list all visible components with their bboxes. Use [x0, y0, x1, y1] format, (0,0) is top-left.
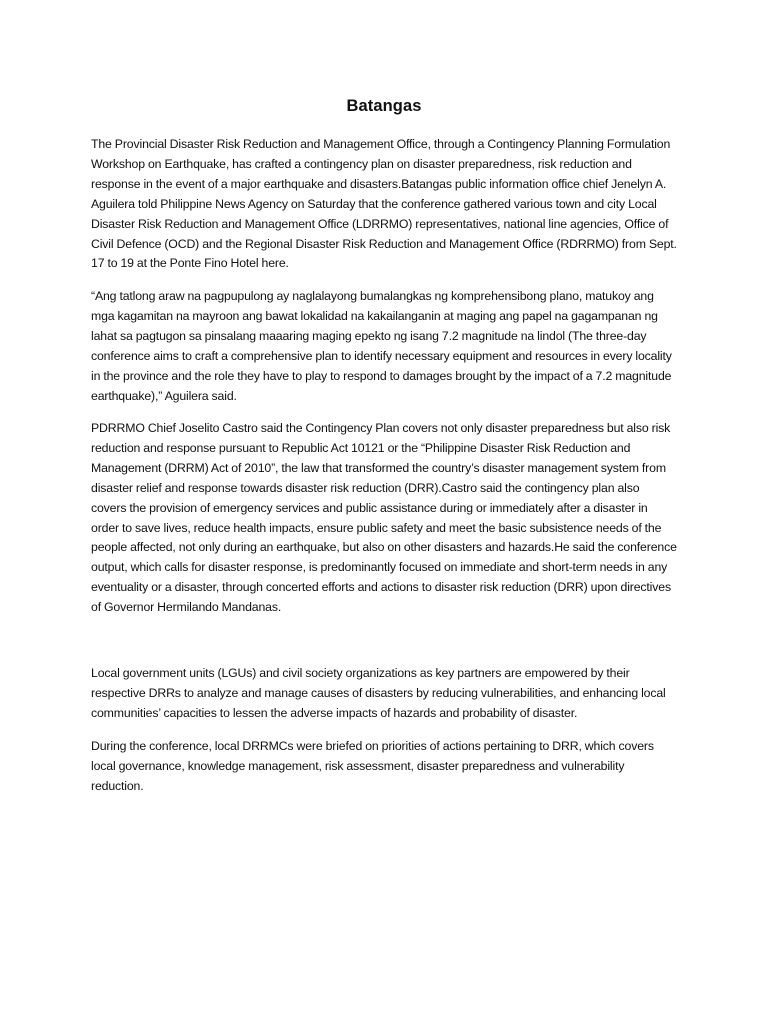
paragraph-5: During the conference, local DRRMCs were briefed on priorities of actions pertaining to DRR, which covers local governance, knowledge management, risk assessment, disaster preparedness and vulnerability reduction. — [91, 739, 654, 793]
paragraph-3: PDRRMO Chief Joselito Castro said the Contingency Plan covers not only disaster preparedness but also risk reduction and response pursuant to Republic Act 10121 or the “Philippine Disaster Risk Reduction and Management (DRRM) Act of 2010”, the law that transformed the country’s disaster management system from disaster relief and response towards disaster risk reduction (DRR).Castro said the contingency plan also covers the provision of emergency services and public assistance during or immediately after a disaster in order to save lives, reduce health impacts, ensure public safety and meet the basic subsistence needs of the people affected, not only during an earthquake, but also on other disasters and hazards.He said the conference output, which calls for disaster response, is predominantly focused on immediate and short-term needs in any eventuality or a disaster, through concerted efforts and actions to disaster risk reduction (DRR) upon directives of Governor Hermilando Mandanas. — [91, 421, 677, 615]
paragraph-4: Local government units (LGUs) and civil society organizations as key partners are empowered by their respective DRRs to analyze and manage causes of disasters by reducing vulnerabilities, and enhancing local communities’ capacities to lessen the adverse impacts of hazards and probability of disaster. — [91, 666, 666, 720]
paragraph-1: The Provincial Disaster Risk Reduction and Management Office, through a Contingency Planning Formulation Workshop on Earthquake, has crafted a contingency plan on disaster preparedness, risk reduction and response in the event of a major earthquake and disasters.Batangas public information office chief Jenelyn A. Aguilera told Philippine News Agency on Saturday that the conference gathered various town and city Local Disaster Risk Reduction and Management Office (LDRRMO) representatives, national line agencies, Office of Civil Defence (OCD) and the Regional Disaster Risk Reduction and Management Office (RDRRMO) from Sept. 17 to 19 at the Ponte Fino Hotel here. — [91, 137, 677, 271]
page-title: Batangas — [346, 97, 422, 115]
paragraph-2: “Ang tatlong araw na pagpupulong ay naglalayong bumalangkas ng komprehensibong plano, matukoy ang mga kagamitan na mayroon ang bawat lokalidad na kakailanganin at maging ang papel na gagampanan ng lahat sa pagtugon sa pinsalang maaaring maging epekto ng isang 7.2 magnitude na lindol (The three-day conference aims to craft a comprehensive plan to identify necessary equipment and resources in every locality in the province and the role they have to play to respond to damages brought by the impact of a 7.2 magnitude earthquake),” Aguilera said. — [91, 289, 672, 403]
